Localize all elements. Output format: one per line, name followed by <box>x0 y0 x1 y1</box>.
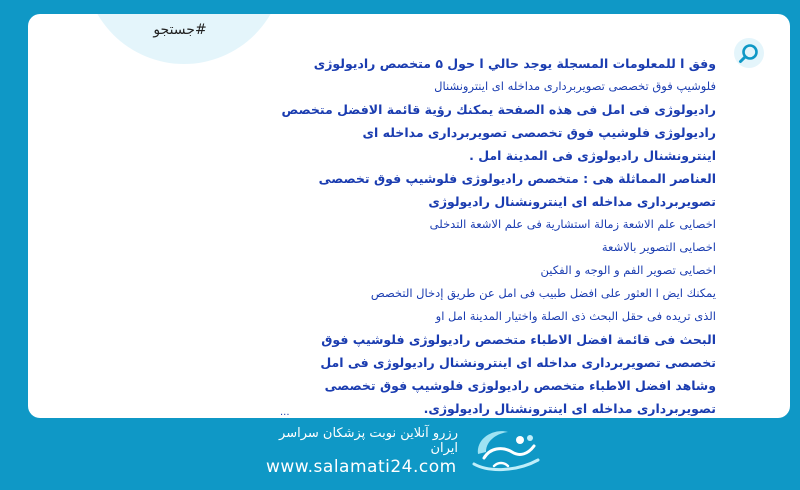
content-line: راديولوژی فلوشيپ فوق تخصصی تصويربرداری مداخله ای <box>362 125 716 140</box>
content-line: تخصصی تصويربرداری مداخله ای اينترونشنال راديولوژی فی امل <box>320 355 716 370</box>
more-ellipsis: ... <box>280 407 290 418</box>
content-line: اخصايی تصوير الفم و الوجه و الفكين <box>540 263 716 277</box>
doctor-description <box>236 52 716 418</box>
content-line: راديولوژی فی امل فی هذه الصفحة يمكنك رؤية قائمة الافضل متخصص <box>281 102 716 117</box>
content-line: العناصر المماثلة هی : متخصص راديولوژی فلوشيپ فوق تخصصی <box>318 171 716 186</box>
content-line: وفق ا للمعلومات المسجلة يوجد حالي ا حول ۵ متخصص راديولوژی <box>313 56 716 71</box>
content-card <box>28 14 790 418</box>
content-line: الذی تريده فی حقل البحث ذی الصلة واختيار المدينة امل او <box>435 309 716 323</box>
content-line: اخصايی علم الاشعة زمالة استشارية فی علم الاشعة التدخلی <box>429 217 716 231</box>
footer-tagline: رزرو آنلاین نوبت پزشکان سراسر ایران <box>279 426 458 456</box>
search-button[interactable] <box>734 38 764 68</box>
content-line: وشاهد افضل الاطباء متخصص راديولوژی فلوشيپ فوق تخصصی <box>324 378 716 393</box>
content-line: اخصايی التصوير بالاشعة <box>601 240 716 254</box>
content-line: تصويربرداری مداخله ای اينترونشنال راديولوژی <box>428 194 716 209</box>
content-line: اينترونشنال راديولوژی فی المدينة امل . <box>469 148 716 163</box>
search-icon <box>738 42 760 64</box>
content-line: يمكنك ايض ا العثور علی افضل طبيب فی امل عن طريق إدخال التخصص <box>370 286 716 300</box>
content-line: البحث فی قائمة افضل الاطباء متخصص راديولوژی فلوشيپ فوق <box>321 332 716 347</box>
hashtag-search-link[interactable]: #جستجو <box>153 22 207 38</box>
content-line: فلوشيپ فوق تخصصی تصويربرداری مداخله ای اينترونشنال <box>434 79 716 93</box>
site-url-link[interactable]: www.salamati24.com <box>266 457 457 477</box>
salamati-logo <box>468 424 546 480</box>
content-line: تصويربرداری مداخله ای اينترونشنال راديولوژی. <box>423 401 716 416</box>
